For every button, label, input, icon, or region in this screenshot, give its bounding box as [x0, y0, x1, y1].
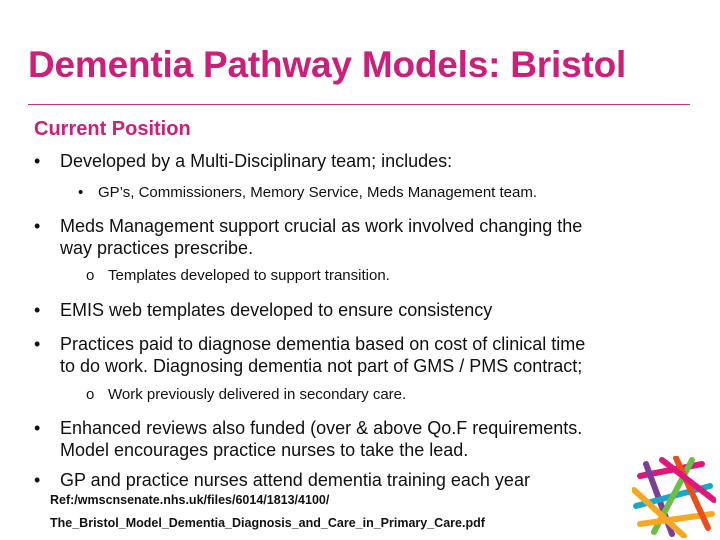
bullet-text: GP and practice nurses attend dementia training each year: [60, 470, 530, 490]
sub-bullet-marker: •: [78, 184, 84, 201]
bullet-marker: •: [34, 216, 41, 236]
section-subtitle: Current Position: [34, 118, 191, 140]
slide-title: Dementia Pathway Models: Bristol: [28, 44, 627, 85]
reference-line-1: Ref:/wmscnsenate.nhs.uk/files/6014/1813/4100/: [50, 493, 330, 507]
circle-bullet-marker: o: [86, 267, 95, 284]
bullet-marker: •: [34, 334, 41, 354]
bullet-text: Practices paid to diagnose dementia based on cost of clinical time: [60, 334, 586, 354]
circle-bullet-marker: o: [86, 386, 95, 403]
bullet-text-continued: way practices prescribe.: [60, 238, 254, 258]
bullet-text-continued: Model encourages practice nurses to take the lead.: [60, 440, 469, 460]
bullet-text: Developed by a Multi-Disciplinary team; includes:: [60, 151, 453, 171]
bullet-text: Meds Management support crucial as work involved changing the: [60, 216, 583, 236]
bullet-marker: •: [34, 418, 41, 438]
sub-bullet-text: Work previously delivered in secondary care.: [108, 386, 407, 403]
bullet-marker: •: [34, 300, 41, 320]
colorful-network-logo-icon: [632, 456, 716, 538]
bullet-text: Enhanced reviews also funded (over & above Qo.F requirements.: [60, 418, 583, 438]
bullet-marker: •: [34, 470, 41, 490]
title-divider: [28, 104, 690, 105]
bullet-text: EMIS web templates developed to ensure consistency: [60, 300, 493, 320]
bullet-text-continued: to do work. Diagnosing dementia not part of GMS / PMS contract;: [60, 356, 583, 376]
reference-line-2: The_Bristol_Model_Dementia_Diagnosis_and_Care_in_Primary_Care.pdf: [50, 516, 485, 530]
sub-bullet-text: Templates developed to support transition.: [108, 267, 390, 284]
bullet-marker: •: [34, 151, 41, 171]
sub-bullet-text: GP’s, Commissioners, Memory Service, Meds Management team.: [98, 184, 538, 201]
